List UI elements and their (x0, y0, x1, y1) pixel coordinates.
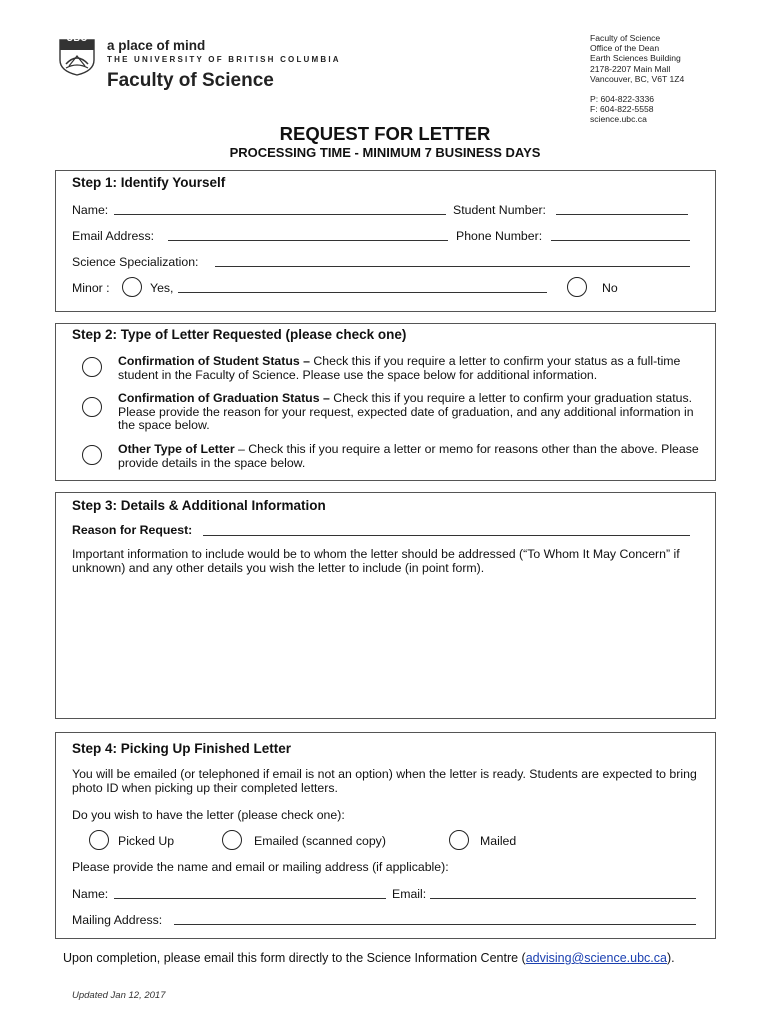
student-status-radio[interactable] (82, 357, 102, 377)
picked-up-radio[interactable] (89, 830, 109, 850)
specialization-field[interactable] (215, 266, 690, 267)
university-name: THE UNIVERSITY OF BRITISH COLUMBIA (107, 55, 341, 64)
step4-notice: You will be emailed (or telephoned if email is not an option) when the letter is ready. Students are expected to bring photo ID when picking up their completed letters. (72, 767, 697, 795)
pickup-name-field[interactable] (114, 898, 386, 899)
minor-yes-radio[interactable] (122, 277, 142, 297)
student-status-option: Confirmation of Student Status – Check this if you require a letter to confirm your status as a full-time student in the Faculty of Science. Please use the space below for additional information. (118, 354, 681, 382)
other-letter-radio[interactable] (82, 445, 102, 465)
phone-field[interactable] (551, 240, 690, 241)
step1-heading: Step 1: Identify Yourself (72, 175, 226, 190)
name-field[interactable] (114, 214, 446, 215)
page-title: REQUEST FOR LETTER (279, 123, 491, 144)
office-address: Faculty of Science Office of the Dean Earth Sciences Building 2178-2207 Main Mall Vancouver, BC, V6T 1Z4 P: 604-822-3336 F: 604-822-5558 science.ubc.ca (590, 33, 685, 125)
reason-field[interactable] (203, 535, 690, 536)
step3-info: Important information to include would be to whom the letter should be addressed (“To Whom It May Concern” if unknown) and any other details you wish the letter to include (in point form). (72, 547, 680, 575)
minor-field[interactable] (178, 292, 547, 293)
graduation-status-option: Confirmation of Graduation Status – Check this if you require a letter to confirm your graduation status. Please provide the reason for your request, expected date of graduation, and any additional information in the space below. (118, 391, 694, 433)
mailed-radio[interactable] (449, 830, 469, 850)
advising-email-link[interactable]: advising@science.ubc.ca (525, 951, 667, 965)
emailed-label: Emailed (scanned copy) (254, 834, 386, 848)
pickup-email-label: Email: (392, 887, 427, 901)
updated-date: Updated Jan 12, 2017 (72, 990, 166, 1001)
faculty-name: Faculty of Science (107, 70, 274, 91)
emailed-radio[interactable] (222, 830, 242, 850)
specialization-label: Science Specialization: (72, 255, 199, 269)
picked-up-label: Picked Up (118, 834, 175, 848)
mailing-address-label: Mailing Address: (72, 913, 163, 927)
mailing-address-field[interactable] (174, 924, 696, 925)
student-number-field[interactable] (556, 214, 688, 215)
ubc-crest-logo (58, 38, 96, 76)
details-textarea[interactable] (60, 580, 710, 715)
minor-no-label: No (602, 281, 618, 295)
other-letter-option: Other Type of Letter – Check this if you require a letter or memo for reasons other than the above. Please provide details in the space below. (118, 442, 699, 470)
tagline: a place of mind (107, 38, 206, 53)
step4-question: Do you wish to have the letter (please check one): (72, 808, 345, 822)
student-number-label: Student Number: (453, 203, 546, 217)
reason-label: Reason for Request: (72, 523, 193, 537)
minor-label: Minor : (72, 281, 110, 295)
step2-heading: Step 2: Type of Letter Requested (please check one) (72, 327, 407, 342)
email-field[interactable] (168, 240, 448, 241)
pickup-email-field[interactable] (430, 898, 696, 899)
name-label: Name: (72, 203, 109, 217)
pickup-name-label: Name: (72, 887, 109, 901)
email-label: Email Address: (72, 229, 155, 243)
mailed-label: Mailed (480, 834, 517, 848)
step3-heading: Step 3: Details & Additional Information (72, 498, 326, 513)
graduation-status-radio[interactable] (82, 397, 102, 417)
crest-text: UBC (66, 33, 88, 43)
step4-heading: Step 4: Picking Up Finished Letter (72, 741, 292, 756)
minor-yes-label: Yes, (150, 281, 174, 295)
provide-instructions: Please provide the name and email or mailing address (if applicable): (72, 860, 449, 874)
page-subtitle: PROCESSING TIME - MINIMUM 7 BUSINESS DAYS (229, 145, 541, 160)
footer-instructions: Upon completion, please email this form directly to the Science Information Centre (advising@science.ubc.ca). (63, 951, 675, 965)
phone-label: Phone Number: (456, 229, 543, 243)
minor-no-radio[interactable] (567, 277, 587, 297)
